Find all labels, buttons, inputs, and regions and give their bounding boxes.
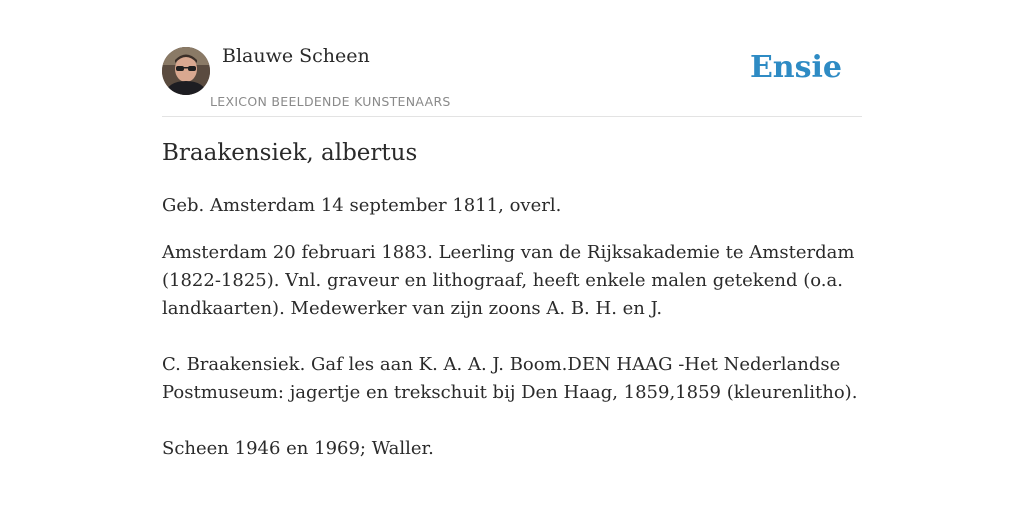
author-name[interactable]: Blauwe Scheen <box>222 45 370 67</box>
article-paragraph-1: Geb. Amsterdam 14 september 1811, overl. <box>162 195 562 216</box>
header <box>162 0 862 117</box>
lexicon-subtitle[interactable]: LEXICON BEELDENDE KUNSTENAARS <box>210 94 451 109</box>
article-title: Braakensiek, albertus <box>162 140 418 166</box>
article-paragraph-4: Scheen 1946 en 1969; Waller. <box>162 438 434 459</box>
article-paragraph-2: Amsterdam 20 februari 1883. Leerling van de Rijksakademie te Amsterdam (1822-1825). Vnl. graveur en lithograaf, heeft enkele malen getekend (o.a. landkaarten). Medewerker van zijn zoons A. B. H. en J. <box>162 242 855 319</box>
avatar-photo <box>162 47 210 95</box>
content-container <box>162 0 862 459</box>
brand-logo[interactable]: Ensie <box>749 50 842 85</box>
avatar[interactable] <box>162 47 210 95</box>
article-paragraph-3: C. Braakensiek. Gaf les aan K. A. A. J. Boom.DEN HAAG -Het Nederlandse Postmuseum: jagertje en trekschuit bij Den Haag, 1859,1859 (kleurenlitho). <box>162 354 858 403</box>
